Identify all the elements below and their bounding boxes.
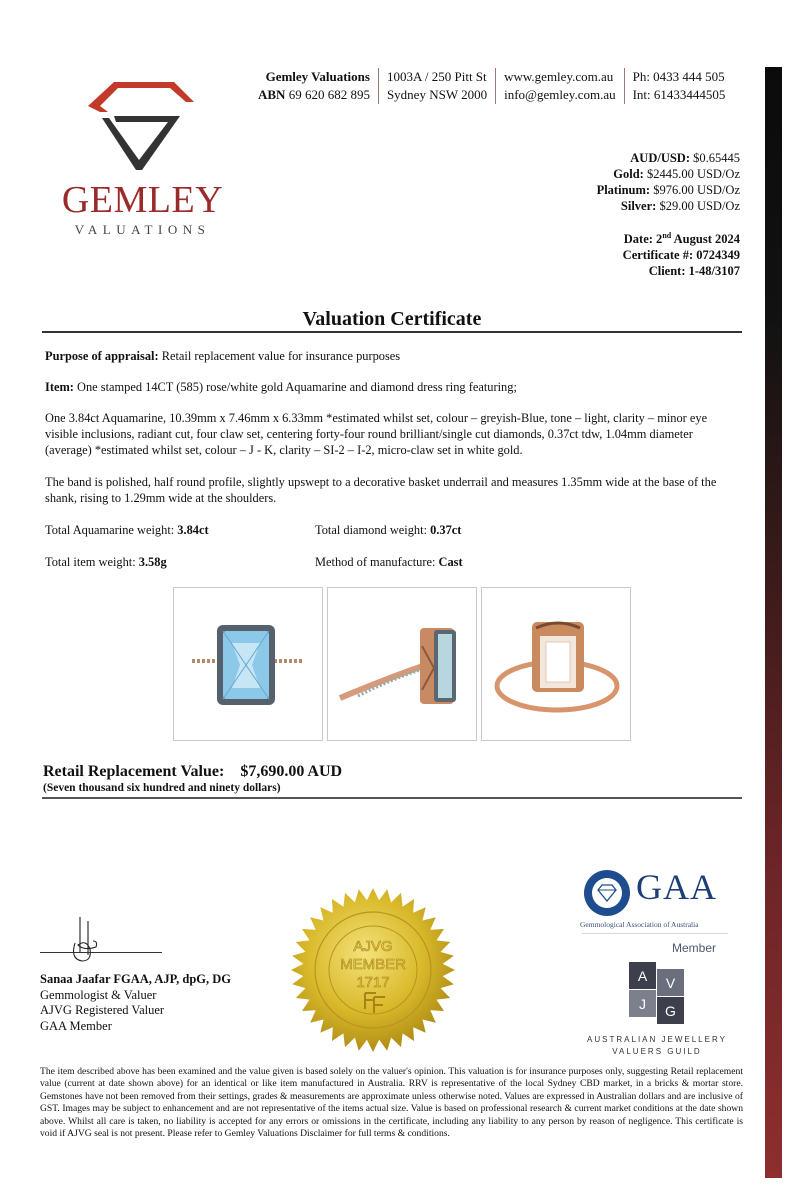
value-in-words: (Seven thousand six hundred and ninety dollars) [43,782,281,794]
rate-value: $29.00 USD/Oz [659,199,740,213]
date-rest: August 2024 [671,232,740,247]
weight-label: Total Aquamarine weight: [45,523,178,537]
weights-table [45,523,645,587]
seal-line2: MEMBER [340,956,406,973]
weight-label: Total item weight: [45,555,139,569]
band-description: The band is polished, half round profile, slightly upswept to a decorative basket underrail and measures 1.35mm wide at the base of the shank, rising to 1.29mm wide at the shoulders. [45,475,717,505]
title-divider [42,331,742,333]
aquamarine-weight [45,523,315,555]
address-column [378,68,495,104]
rate-value: $2445.00 USD/Oz [646,167,740,181]
abn-label: ABN [258,87,286,102]
seal-line1: AJVG [353,938,393,955]
client-number: Client: 1-48/3107 [648,264,740,279]
company-name: Gemley Valuations [265,69,370,84]
international-phone: Int: 61433444505 [632,87,726,102]
weight-value: 3.84ct [177,523,209,537]
purpose-text: Retail replacement value for insurance purposes [158,349,401,363]
ajvg-gold-seal [290,887,456,1053]
gaa-wordmark: GAA [636,867,717,907]
rate-platinum [597,182,740,198]
ajvg-letter: V [657,969,684,996]
ring-side-image [328,588,477,741]
signature-line [40,952,162,953]
diamond-weight [315,523,585,555]
page-title: Valuation Certificate [302,308,482,330]
signer-role: GAA Member [40,1018,112,1033]
signer-role: Gemmologist & Valuer [40,987,157,1002]
gaa-divider [582,933,728,934]
weights-row [45,555,645,587]
brand-name: GEMLEY [61,179,224,221]
item-label: Item: [45,380,74,394]
weights-row [45,523,645,555]
certificate-number: Certificate #: 0724349 [622,248,740,263]
ajvg-logo [629,962,685,1028]
abn [258,86,370,104]
ring-photos [173,587,631,741]
ajvg-letter: J [629,990,656,1017]
phone-column [624,68,734,104]
value-label: Retail Replacement Value: [43,763,225,780]
market-rates [597,150,740,214]
purpose-label: Purpose of appraisal: [45,349,159,363]
weight-value: 3.58g [138,555,167,569]
item-line [45,379,740,395]
item-text: One stamped 14CT (585) rose/white gold Aquamarine and diamond dress ring featuring; [73,380,517,394]
company-column [258,68,378,104]
signer-block [40,972,231,1034]
contact-header [258,68,733,104]
gemley-diamond-logo-icon [82,78,200,174]
rate-value: $976.00 USD/Oz [653,183,740,197]
date-suffix: nd [662,231,672,240]
rate-label: Gold: [613,167,644,181]
rate-value: $0.65445 [693,151,740,165]
purpose-of-appraisal [45,348,740,364]
ring-front-image [174,588,323,741]
stone-description: One 3.84ct Aquamarine, 10.39mm x 7.46mm x 6.33mm *estimated whilst set, colour – greyish-Blue, tone – light, clarity – minor eye visible inclusions, radiant cut, four claw set, centering forty-four round brilliant/single cut diamonds, 0.37ct tdw, 1.04mm diameter (average) *estimated whilst set, colour – J - K, clarity – SI-2 – I-2, micro-claw set in white gold. [45,411,708,457]
value-amount: $7,690.00 AUD [240,763,343,780]
rate-gold [597,166,740,182]
rate-label: AUD/USD: [630,151,690,165]
method-value: Cast [438,555,463,569]
gaa-full-name: Gemmological Association of Australia [580,920,699,929]
date-label: Date: 2 [623,232,663,247]
manufacture-method [315,555,585,587]
certificate-meta [623,228,740,279]
ring-side-photo [327,587,477,741]
ajvg-letter: A [629,962,656,989]
ajvg-name [582,1034,732,1058]
rate-silver [597,198,740,214]
rate-label: Platinum: [596,183,651,197]
ajvg-name-line: AUSTRALIAN JEWELLERY [587,1035,727,1044]
ring-front-photo [173,587,323,741]
signer-role: AJVG Registered Valuer [40,1003,165,1017]
rate-aud-usd [597,150,740,166]
gaa-emblem-icon [582,868,632,918]
ring-back-photo [481,587,631,741]
phone: Ph: 0433 444 505 [632,69,725,84]
item-weight [45,555,315,587]
weight-value: 0.37ct [430,523,462,537]
seal-line3: 1717 [356,974,390,991]
method-label: Method of manufacture: [315,555,439,569]
value-divider [42,797,742,799]
email-link[interactable]: info@gemley.com.au [504,87,616,102]
signer-name: Sanaa Jaafar FGAA, AJP, dpG, DG [40,972,232,986]
retail-replacement-value [43,763,342,781]
website-link[interactable]: www.gemley.com.au [504,69,614,84]
gaa-member-label: Member [672,941,717,955]
weight-label: Total diamond weight: [315,523,431,537]
address-line2: Sydney NSW 2000 [386,87,488,102]
abn-value: 69 620 682 895 [288,87,370,102]
decorative-side-bar [765,67,782,1178]
disclaimer-text: The item described above has been examined and the value given is based solely on the valuer's opinion. This valuation is for insurance purposes only, suggesting Retail replacement value (current at date shown above) for an identical or like item manufactured in Australia. RRV is representative of the local Sydney CBD market, in a bricks & mortar store. Gemstones have not been removed from their settings, grades & measurements are approximate unless otherwise noted. Values are expressed in Australian dollars and are inclusive of GST. Images may be subject to enhancement and are not representative of the items actual size. Value is based on professional research & current market conditions at the date shown above. Whilst all care is taken, no liability is accepted for any errors or omissions in the certificate, including any liability to any person by reason of negligence. This certificate is void if AJVG seal is not present. Please refer to Gemley Valuations Disclaimer for full terms & conditions. [40,1066,743,1140]
brand-subtitle: VALUATIONS [74,222,211,237]
web-column [495,68,623,104]
certificate-date [623,228,740,247]
address-line1: 1003A / 250 Pitt St [386,69,487,84]
ajvg-letter: G [657,997,684,1024]
ajvg-name-line: VALUERS GUILD [612,1047,702,1056]
rate-label: Silver: [620,199,657,213]
signature-mark [60,915,120,965]
ring-back-image [482,588,631,741]
